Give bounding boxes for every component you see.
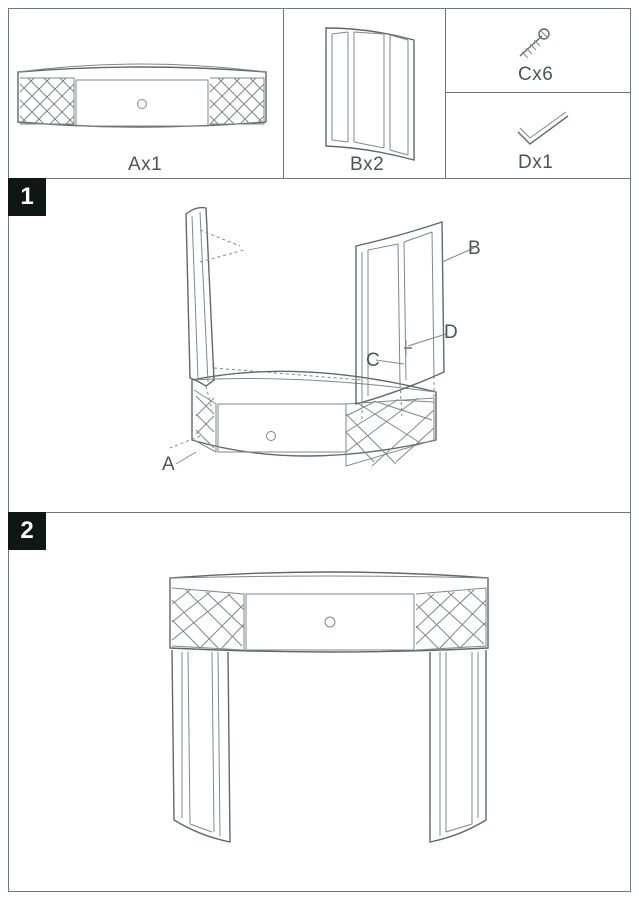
step-1-drawing bbox=[170, 208, 474, 466]
step-2-drawing bbox=[170, 572, 488, 842]
callout-b: B bbox=[468, 238, 481, 259]
allen-key-icon bbox=[518, 112, 568, 144]
part-c-label: Cx6 bbox=[518, 64, 554, 85]
part-b-label: Bx2 bbox=[350, 154, 385, 175]
part-b-drawing bbox=[326, 28, 414, 160]
step-1-badge: 1 bbox=[8, 178, 46, 216]
callout-a: A bbox=[162, 454, 175, 475]
part-a-drawing bbox=[18, 64, 266, 127]
step-2-badge: 2 bbox=[8, 512, 46, 550]
part-d-label: Dx1 bbox=[518, 152, 554, 173]
callout-c: C bbox=[366, 350, 380, 371]
screw-icon bbox=[520, 29, 549, 58]
part-a-label: Ax1 bbox=[128, 154, 163, 175]
callout-d: D bbox=[444, 322, 458, 343]
